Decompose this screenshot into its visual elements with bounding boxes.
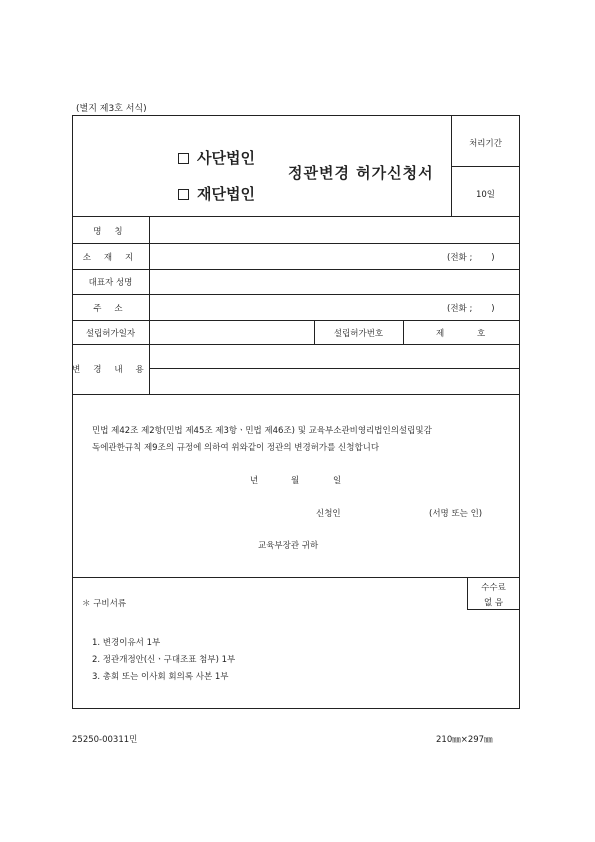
applicant-label: 신청인: [316, 509, 341, 519]
address-field[interactable]: [150, 295, 440, 319]
location-field[interactable]: [150, 244, 440, 268]
fee-value: 없 음: [483, 598, 504, 608]
address-phone[interactable]: (전화 ; ): [447, 304, 495, 314]
document-item: 1. 변경이유서 1부: [92, 638, 161, 648]
change-content-field-1[interactable]: [150, 345, 519, 367]
divider: [72, 394, 520, 395]
fee-label: 수수료: [481, 583, 506, 593]
day-label: 일: [333, 476, 342, 486]
checkbox-icon[interactable]: [178, 189, 189, 200]
request-text-line-2: 독에관한규칙 제9조의 규정에 의하여 위와같이 정관의 변경허가를 신청합니다: [92, 443, 380, 453]
checkbox-icon[interactable]: [178, 153, 189, 164]
paper-size: 210㎜×297㎜: [436, 735, 493, 745]
address-label: 주 소: [93, 304, 128, 314]
divider: [403, 320, 404, 344]
location-label: 소 재 지: [82, 253, 139, 263]
location-phone[interactable]: (전화 ; ): [447, 253, 495, 263]
document-item: 2. 정관개정안(신ㆍ구대조표 첨부) 1부: [92, 655, 236, 665]
corp-type-option-2[interactable]: 재단법인: [178, 183, 255, 204]
form-frame: [72, 115, 520, 709]
processing-period-value: 10일: [475, 190, 496, 200]
establishment-date-field[interactable]: [150, 321, 313, 343]
document-item: 3. 총회 또는 이사회 회의록 사본 1부: [92, 672, 229, 682]
establishment-date-label: 설립허가일자: [85, 329, 136, 339]
representative-field[interactable]: [150, 270, 519, 293]
year-label: 년: [250, 476, 259, 486]
month-label: 월: [291, 476, 300, 486]
corp-type-option-1[interactable]: 사단법인: [178, 147, 255, 168]
form-reference: (별지 제3호 서식): [76, 104, 147, 114]
divider: [72, 577, 520, 578]
change-content-label: 변 경 내 용: [72, 365, 149, 375]
representative-label: 대표자 성명: [88, 278, 133, 288]
form-title: 정관변경 허가신청서: [288, 164, 434, 182]
divider: [451, 166, 520, 167]
change-content-field-2[interactable]: [150, 369, 519, 393]
name-label: 명 칭: [93, 227, 128, 237]
name-field[interactable]: [150, 217, 519, 242]
addressee: 교육부장관 귀하: [258, 541, 319, 551]
signature-label: (서명 또는 인): [429, 509, 483, 519]
required-documents-label: ＊ 구비서류: [82, 599, 127, 609]
number-suffix: 호: [477, 329, 486, 339]
divider: [467, 609, 520, 610]
processing-period-label: 처리기간: [469, 139, 502, 149]
request-text-line-1: 민법 제42조 제2항(민법 제45조 제3항ㆍ민법 제46조) 및 교육부소관비영리법인의설립및감: [92, 426, 432, 436]
form-code: 25250-00311민: [72, 735, 138, 745]
establishment-number-label: 설립허가번호: [333, 329, 384, 339]
number-prefix: 제: [436, 329, 445, 339]
